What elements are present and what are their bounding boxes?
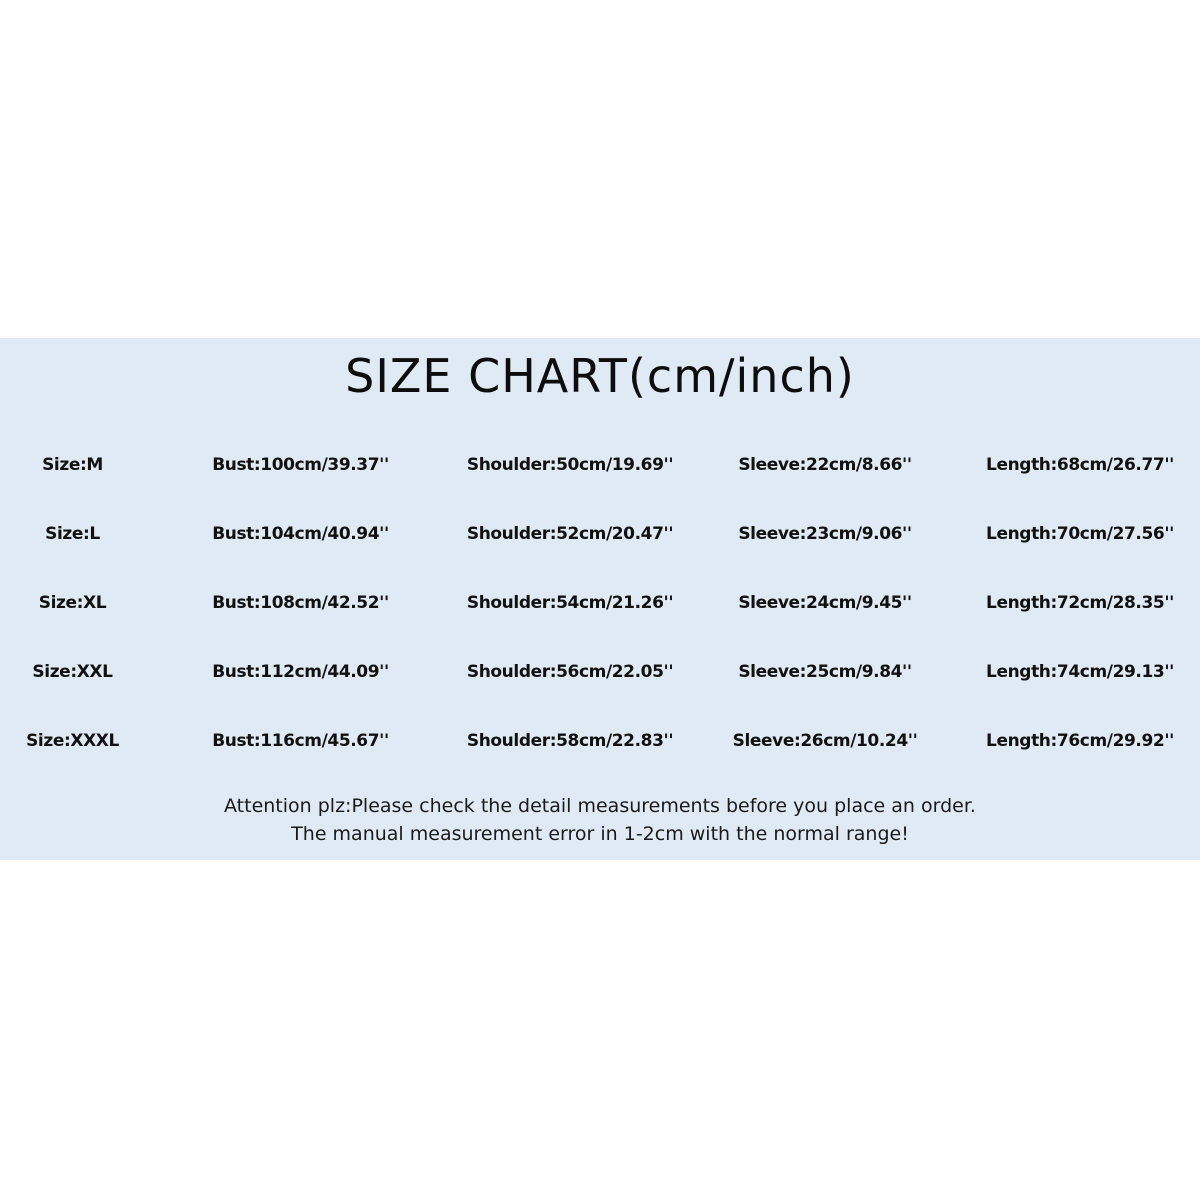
table-row: [0, 507, 1200, 576]
size-cell: Size:L: [45, 524, 100, 544]
sleeve-cell: Sleeve:26cm/10.24'': [732, 731, 918, 751]
sleeve-cell: Sleeve:23cm/9.06'': [738, 524, 912, 544]
size-chart-table: [0, 438, 1200, 783]
bust-cell: Bust:108cm/42.52'': [212, 593, 389, 613]
shoulder-cell: Shoulder:58cm/22.83'': [466, 731, 674, 751]
shoulder-cell: Shoulder:52cm/20.47'': [466, 524, 674, 544]
shoulder-cell: Shoulder:50cm/19.69'': [466, 455, 674, 475]
length-cell: Length:72cm/28.35'': [986, 593, 1174, 613]
size-chart-title: SIZE CHART(cm/inch): [345, 349, 855, 403]
size-cell: Size:XXXL: [26, 731, 119, 751]
length-cell: Length:68cm/26.77'': [986, 455, 1174, 475]
sleeve-cell: Sleeve:24cm/9.45'': [738, 593, 912, 613]
bust-cell: Bust:104cm/40.94'': [212, 524, 389, 544]
sleeve-cell: Sleeve:22cm/8.66'': [738, 455, 912, 475]
length-cell: Length:74cm/29.13'': [986, 662, 1174, 682]
size-cell: Size:M: [42, 455, 103, 475]
table-row: [0, 576, 1200, 645]
bust-cell: Bust:100cm/39.37'': [212, 455, 389, 475]
size-cell: Size:XXL: [32, 662, 113, 682]
size-cell: Size:XL: [38, 593, 107, 613]
table-row: [0, 645, 1200, 714]
length-cell: Length:76cm/29.92'': [986, 731, 1174, 751]
attention-note-line-2: The manual measurement error in 1-2cm with the normal range!: [291, 823, 909, 845]
sleeve-cell: Sleeve:25cm/9.84'': [738, 662, 912, 682]
bust-cell: Bust:116cm/45.67'': [212, 731, 389, 751]
shoulder-cell: Shoulder:54cm/21.26'': [466, 593, 674, 613]
table-row: [0, 438, 1200, 507]
length-cell: Length:70cm/27.56'': [986, 524, 1174, 544]
table-row: [0, 714, 1200, 783]
attention-note-line-1: Attention plz:Please check the detail measurements before you place an order.: [224, 795, 976, 817]
shoulder-cell: Shoulder:56cm/22.05'': [466, 662, 674, 682]
bust-cell: Bust:112cm/44.09'': [212, 662, 389, 682]
